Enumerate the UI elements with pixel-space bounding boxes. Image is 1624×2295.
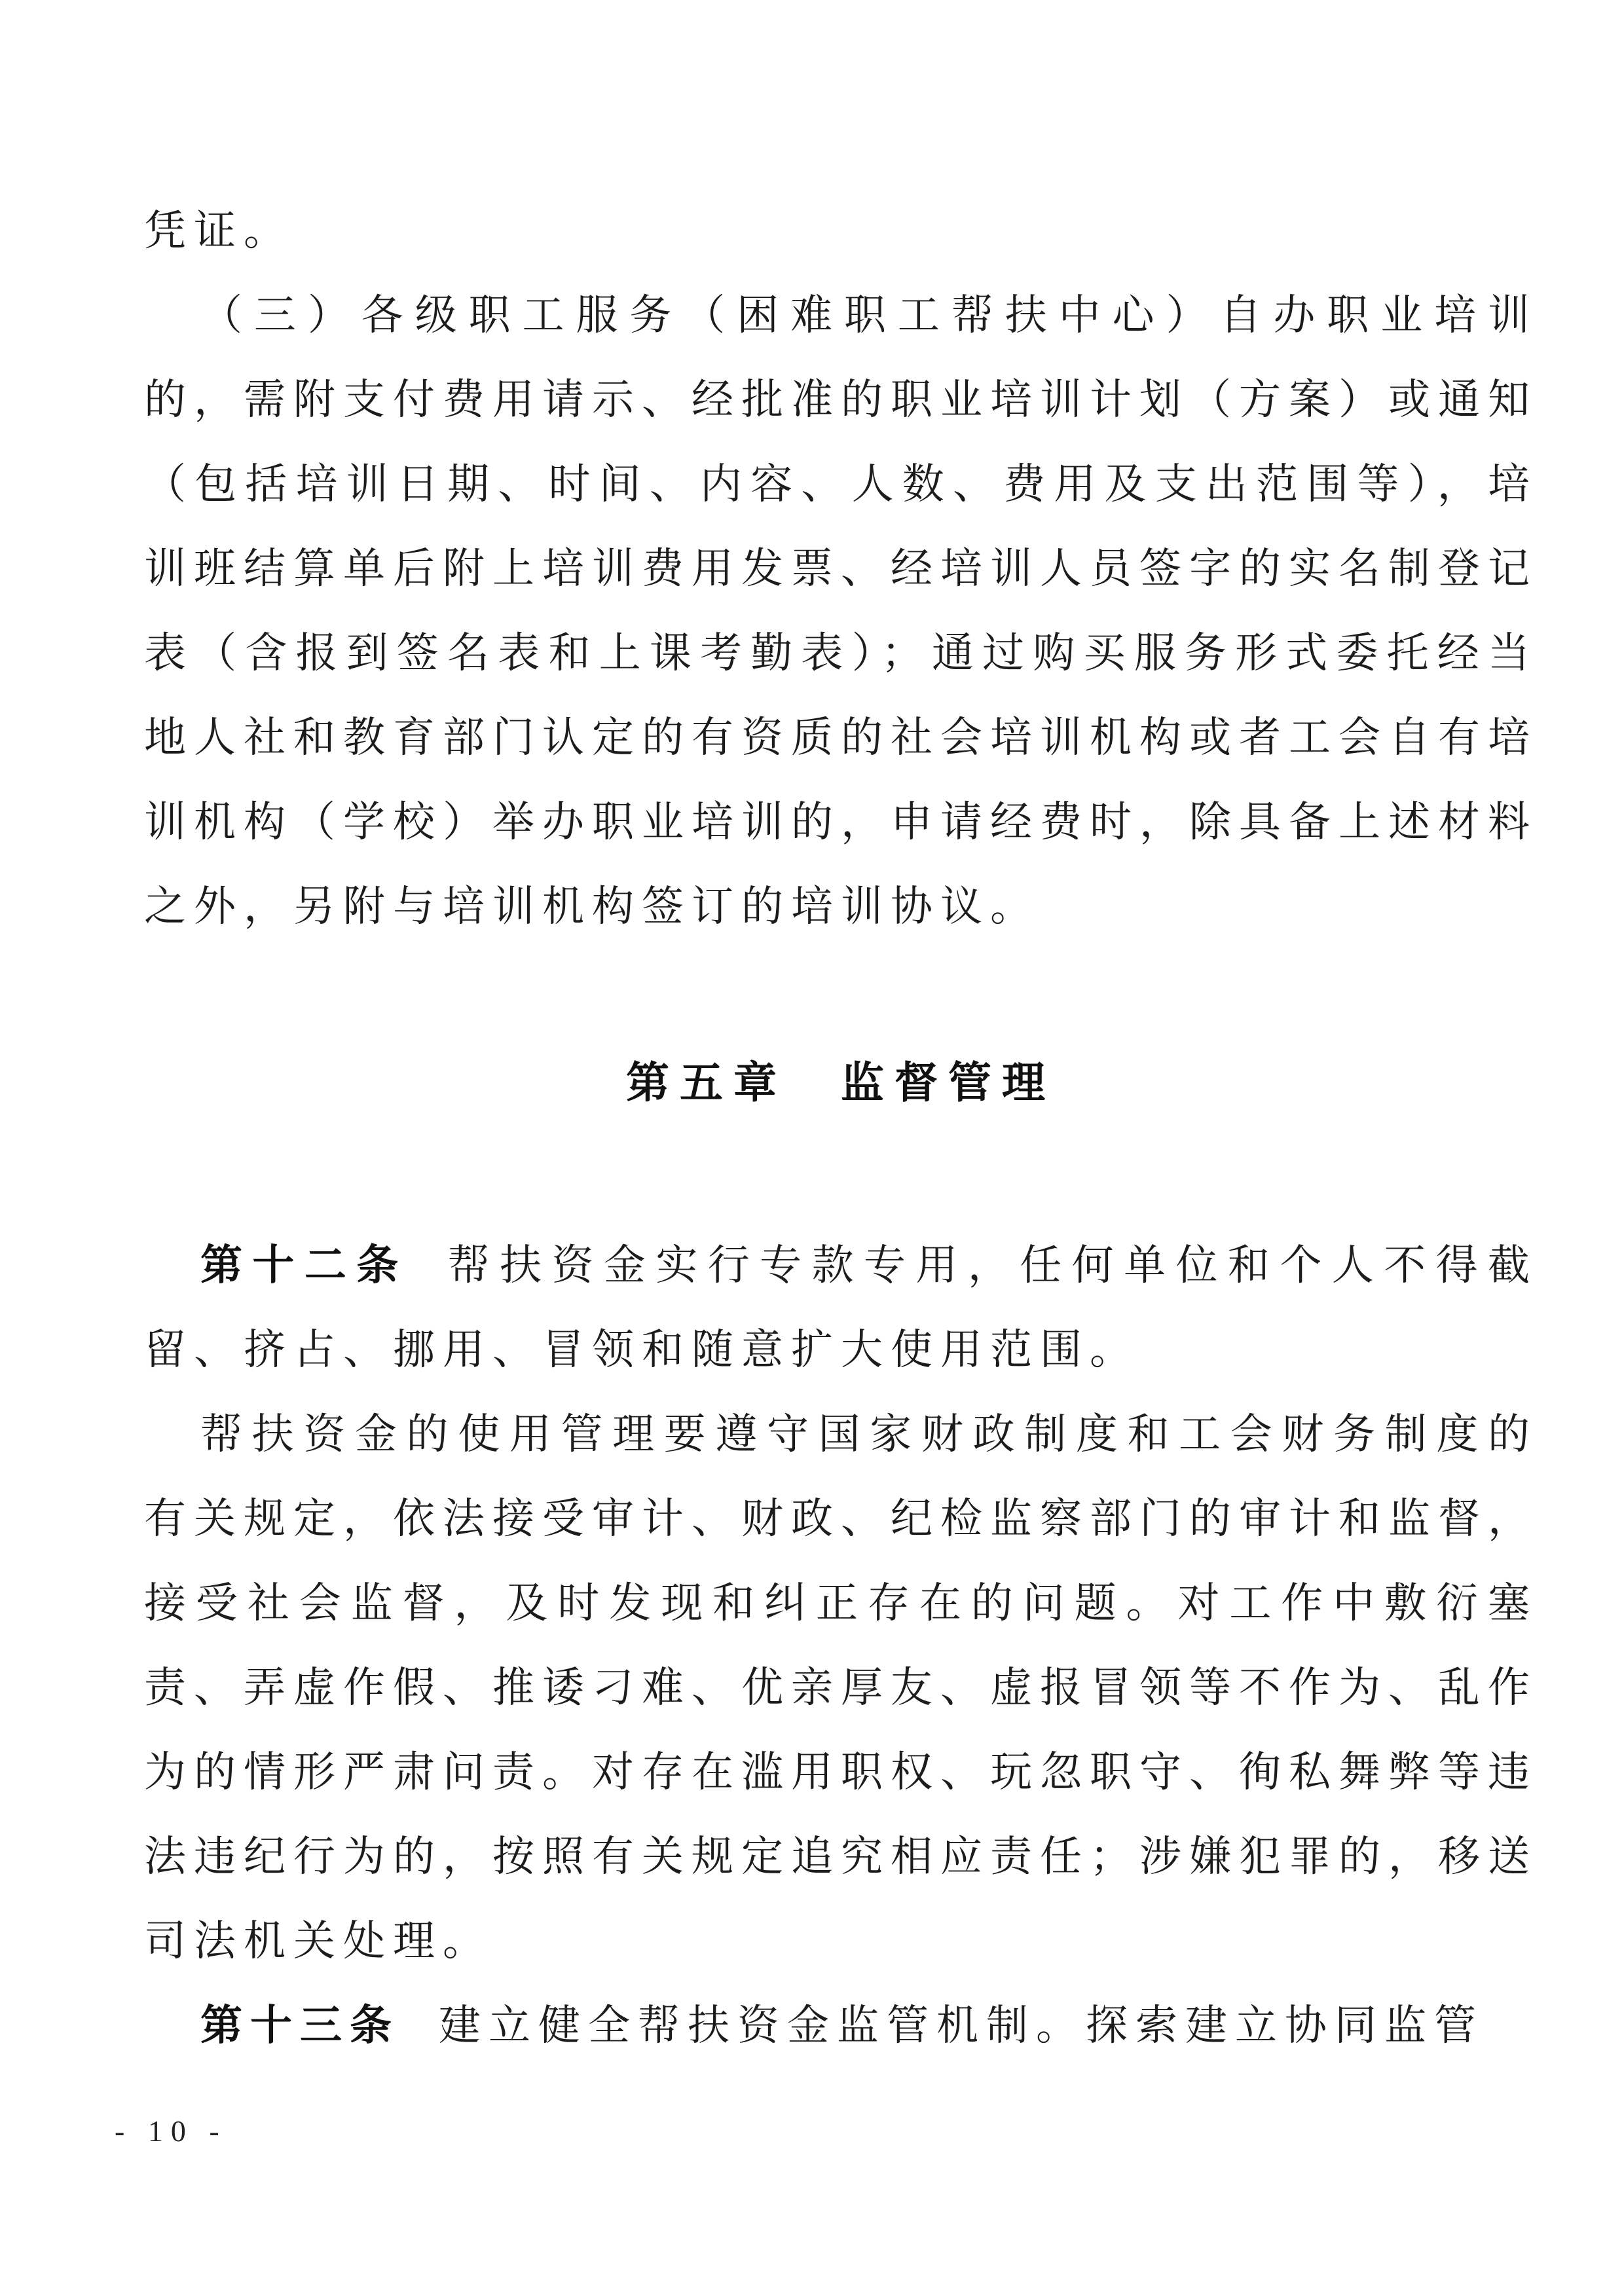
article-12-label: 第十二条	[200, 1241, 409, 1289]
paragraph-supervision-rules: 帮扶资金的使用管理要遵守国家财政制度和工会财务制度的有关规定，依法接受审计、财政、纪检监察部门的审计和监督，接受社会监督，及时发现和纠正存在的问题。对工作中敷衍塞责、弄虚作假、推诿刁难、优亲厚友、虚报冒领等不作为、乱作为的情形严肃问责。对存在滥用职权、玩忽职守、徇私舞弊等违法违纪行为的，按照有关规定追究相应责任；涉嫌犯罪的，移送司法机关处理。	[144, 1411, 1538, 1964]
article-12-text: 帮扶资金实行专款专用，任何单位和个人不得截留、挤占、挪用、冒领和随意扩大使用范围。	[144, 1242, 1538, 1373]
paragraph-article-13	[144, 1983, 1538, 2068]
paragraph-item-three: （三）各级职工服务（困难职工帮扶中心）自办职业培训的，需附支付费用请示、经批准的职业培训计划（方案）或通知（包括培训日期、时间、内容、人数、费用及支出范围等），培训班结算单后附上培训费用发票、经培训人员签字的实名制登记表（含报到签名表和上课考勤表）；通过购买服务形式委托经当地人社和教育部门认定的有资质的社会培训机构或者工会自有培训机构（学校）举办职业培训的，申请经费时，除具备上述材料之外，另附与培训机构签订的培训协议。	[144, 292, 1538, 930]
page-number: - 10 -	[115, 2114, 227, 2148]
article-13-text: 建立健全帮扶资金监管机制。探索建立协同监管	[439, 2002, 1484, 2049]
document-text-block	[144, 189, 1538, 2068]
chapter-heading: 第五章 监督管理	[626, 1058, 1056, 1107]
paragraph-article-12	[144, 1223, 1538, 1392]
article-13-label: 第十三条	[200, 2002, 399, 2049]
paragraph-continuation: 凭证。	[144, 208, 293, 254]
